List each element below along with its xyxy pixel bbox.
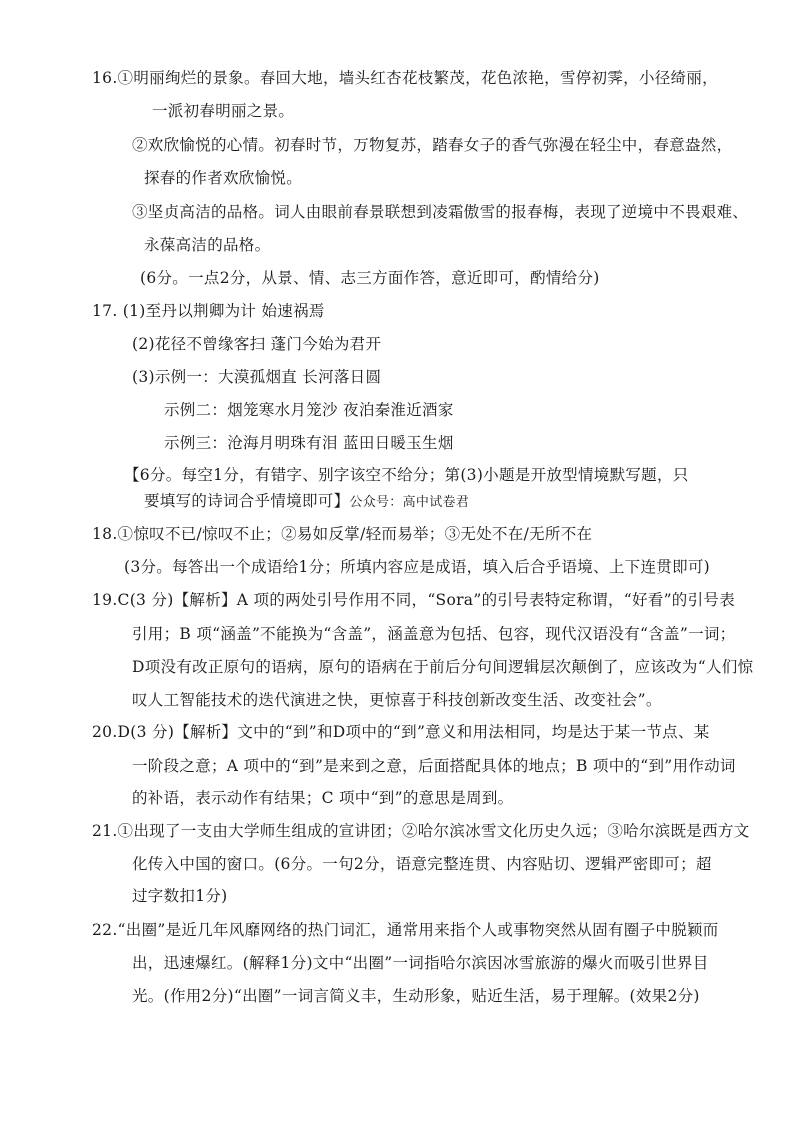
q16-scoring-note: (6分。一点2分，从景、情、志三方面作答，意近即可，酌情给分)	[140, 269, 600, 287]
q16-line-5: ③坚贞高洁的品格。词人由眼前春景联想到凌霜傲雪的报春梅，表现了逆境中不畏艰难、	[132, 203, 749, 221]
q18-scoring-note: (3分。每答出一个成语给1分；所填内容应是成语，填入后合乎语境、上下连贯即可)	[124, 558, 711, 576]
q20-line-1: 20.D(3 分)【解析】文中的“到”和D项中的“到”意义和用法相同，均是达于某一节点、某	[92, 723, 710, 741]
q16-line-1: 16.①明丽绚烂的景象。春回大地，墙头红杏花枝繁茂，花色浓艳，雪停初霁，小径绮丽，	[92, 69, 718, 87]
wechat-account-tag: 公众号：高中试卷君	[349, 495, 470, 510]
q16-line-2: 一派初春明丽之景。	[152, 102, 295, 120]
q19-line-1: 19.C(3 分)【解析】A 项的两处引号作用不同，“Sora”的引号表特定称谓，“好看”的引号表	[92, 591, 736, 609]
q17-line-3: (3)示例一：大漠孤烟直 长河落日圆	[132, 368, 382, 386]
q17-line-1: 17. (1)至丹以荆卿为计 始速祸焉	[92, 302, 325, 320]
q19-line-3: D项没有改正原句的语病，原句的语病在于前后分句间逻辑层次颠倒了，应该改为“人们惊	[132, 658, 754, 676]
q18-line-1: 18.①惊叹不已/惊叹不止；②易如反掌/轻而易举；③无处不在/无所不在	[92, 525, 593, 543]
q17-scoring-note-2-text: 要填写的诗词合乎情境即可】	[144, 492, 350, 510]
q22-line-3: 光。(作用2分)“出圈”一词言简义丰，生动形象，贴近生活，易于理解。(效果2分)	[132, 987, 700, 1005]
q17-line-2: (2)花径不曾缘客扫 蓬门今始为君开	[132, 335, 382, 353]
q22-line-2: 出，迅速爆红。(解释1分)文中“出圈”一词指哈尔滨因冰雪旅游的爆火而吸引世界目	[132, 954, 709, 972]
q22-line-1: 22.“出圈”是近几年风靡网络的热门词汇，通常用来指个人或事物突然从固有圈子中脱颖而	[92, 921, 719, 939]
q17-line-5: 示例三：沧海月明珠有泪 蓝田日暖玉生烟	[164, 434, 454, 452]
q17-scoring-note-2	[144, 491, 469, 513]
q17-scoring-note-1: 【6分。每空1分，有错字、别字该空不给分；第(3)小题是开放型情境默写题，只	[124, 466, 689, 484]
q16-line-6: 永葆高洁的品格。	[144, 236, 271, 254]
q20-line-2: 一阶段之意；A 项中的“到”是来到之意，后面搭配具体的地点；B 项中的“到”用作动词	[132, 757, 736, 775]
q21-line-2: 化传入中国的窗口。(6分。一句2分，语意完整连贯、内容贴切、逻辑严密即可；超	[132, 855, 712, 873]
q20-line-3: 的补语，表示动作有结果；C 项中“到”的意思是周到。	[132, 789, 514, 807]
q16-line-4: 探春的作者欢欣愉悦。	[144, 169, 303, 187]
q21-line-3: 过字数扣1分)	[132, 887, 228, 905]
q17-line-4: 示例二：烟笼寒水月笼沙 夜泊秦淮近酒家	[164, 401, 454, 419]
q16-line-3: ②欢欣愉悦的心情。初春时节，万物复苏，踏春女子的香气弥漫在轻尘中，春意盎然，	[132, 136, 733, 154]
q19-line-4: 叹人工智能技术的迭代演进之快，更惊喜于科技创新改变生活、改变社会”。	[132, 691, 662, 709]
q19-line-2: 引用；B 项“涵盖”不能换为“含盖”，涵盖意为包括、包容，现代汉语没有“含盖”一词；	[132, 625, 736, 643]
q21-line-1: 21.①出现了一支由大学师生组成的宣讲团；②哈尔滨冰雪文化历史久远；③哈尔滨既是西方文	[92, 822, 750, 840]
